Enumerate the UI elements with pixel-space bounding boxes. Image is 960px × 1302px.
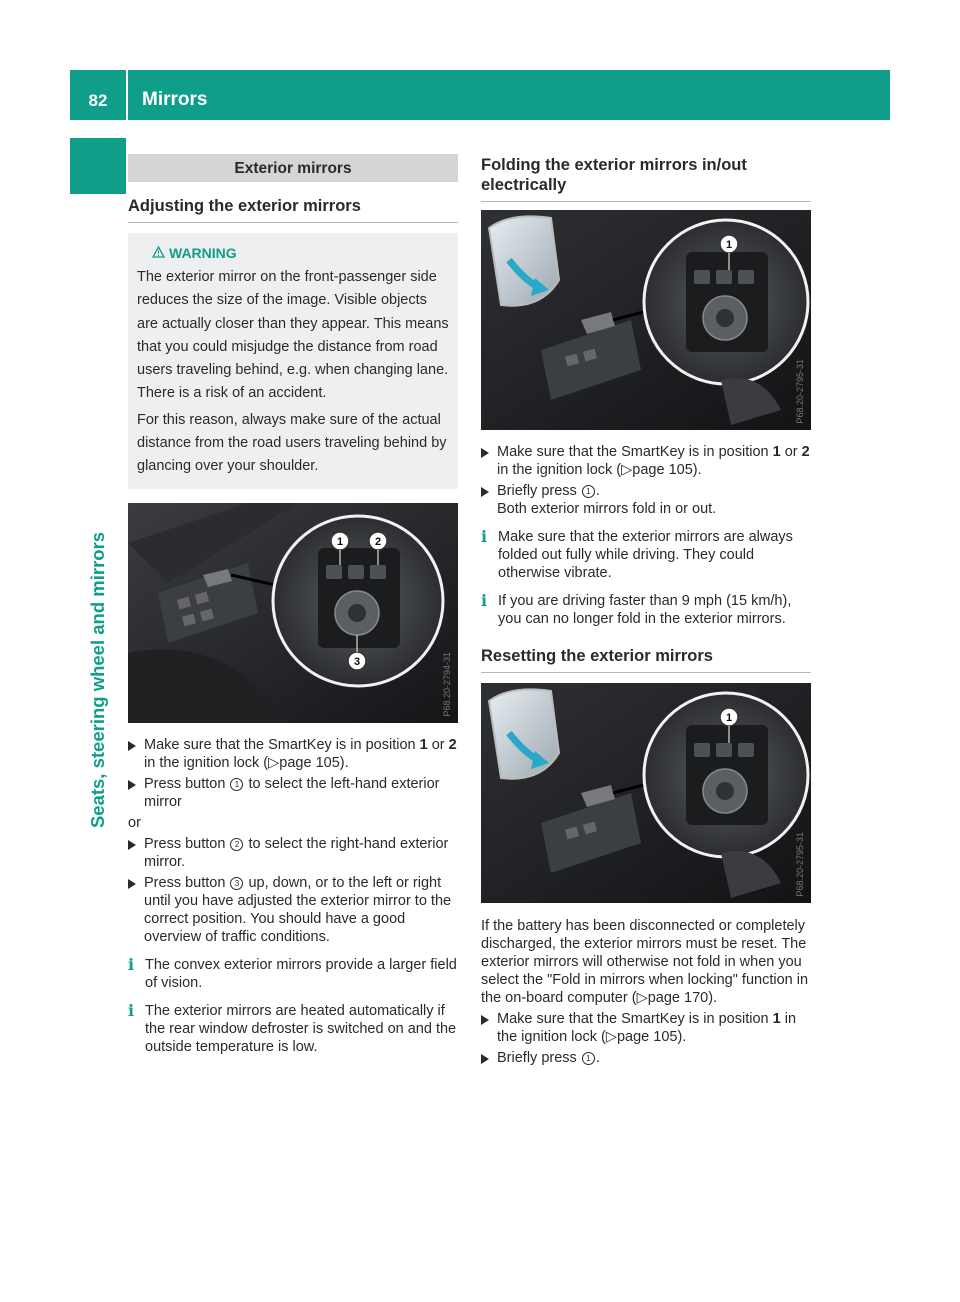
callout-1: 1 (336, 535, 344, 548)
callout-ref-1: 1 (230, 778, 243, 791)
info-icon: i (481, 591, 488, 610)
step-position: Make sure that the SmartKey is in position 1 or 2 in the ignition lock (▷page 105). (481, 443, 811, 479)
step-arrow-icon (481, 1054, 489, 1064)
figure-adjust-mirrors (128, 503, 458, 723)
step-briefly-press: Briefly press 1 . Both exterior mirrors fold in or out. (481, 482, 811, 518)
figure-code: P68.20-2794-31 (442, 652, 452, 717)
right-column (481, 150, 811, 1067)
step-adjust: Press button 3 up, down, or to the left or right until you have adjusted the exterior mirror to the correct position. You should have a good overview of traffic conditions. (128, 874, 458, 946)
step-left-mirror: Press button 1 to select the left-hand exterior mirror (128, 775, 458, 811)
callout-1: 1 (725, 239, 733, 251)
figure-fold-mirrors (481, 210, 811, 430)
info-icon: i (128, 1000, 135, 1020)
warning-text-1: The exterior mirror on the front-passenger side reduces the size of the image. Visible objects are actually closer than they appear. This means that you could misjudge the distance from road users traveling behind, e.g. when changing lane. There is a risk of an accident. (137, 269, 449, 402)
warning-box (128, 233, 458, 489)
warning-text-2: For this reason, always make sure of the actual distance from the road users traveling behind by glancing over your shoulder. (137, 411, 447, 475)
step-arrow-icon (128, 780, 136, 790)
callout-ref-1: 1 (582, 1052, 595, 1065)
step-right-mirror: Press button 2 to select the right-hand exterior mirror. (128, 835, 458, 871)
step-arrow-icon (481, 1015, 489, 1025)
page-header (70, 70, 890, 120)
mirror-fold-illustration (481, 210, 811, 430)
header-divider (126, 70, 128, 120)
heading-folding: Folding the exterior mirrors in/out electrically (481, 150, 811, 202)
step-arrow-icon (481, 487, 489, 497)
step-position-reset: Make sure that the SmartKey is in position 1 in the ignition lock (▷page 105). (481, 1010, 811, 1046)
heading-resetting: Resetting the exterior mirrors (481, 646, 811, 673)
callout-1: 1 (725, 712, 733, 724)
callout-ref-1: 1 (582, 485, 595, 498)
chapter-tab (70, 138, 126, 194)
callout-ref-3: 3 (230, 877, 243, 890)
figure-code: P68.20-2795-31 (795, 359, 805, 424)
figure-reset-mirrors (481, 683, 811, 903)
page-title: Mirrors (142, 89, 208, 110)
info-icon: i (481, 527, 488, 546)
warning-label: WARNING (169, 245, 237, 261)
door-panel-illustration (128, 503, 458, 723)
step-arrow-icon (128, 879, 136, 889)
step-arrow-icon (128, 741, 136, 751)
reset-paragraph: If the battery has been disconnected or completely discharged, the exterior mirrors must be reset. The exterior mirrors will otherwise not fold in when you select the "Fold in mirrors when locking" function in the on-board computer (▷page 170). (481, 918, 809, 1006)
info-icon: i (128, 954, 135, 974)
step-position: Make sure that the SmartKey is in position 1 or 2 in the ignition lock (▷page 105). (128, 736, 458, 772)
section-title: Exterior mirrors (128, 154, 458, 182)
page-ref-arrow-icon: ▷ (636, 990, 648, 1006)
or-text: or (128, 814, 141, 831)
step-arrow-icon (481, 448, 489, 458)
warning-title (137, 243, 450, 263)
info-speed: i If you are driving faster than 9 mph (15 km/h), you can no longer fold in the exterior mirrors. (481, 591, 792, 627)
figure-code: P68.20-2795-31 (795, 832, 805, 897)
mirror-reset-illustration (481, 683, 811, 903)
callout-ref-2: 2 (230, 838, 243, 851)
left-column (128, 150, 458, 1056)
info-convex: i The convex exterior mirrors provide a larger field of vision. (128, 954, 457, 991)
page-ref-arrow-icon: ▷ (605, 1029, 617, 1045)
warning-triangle-icon (152, 243, 165, 263)
info-heated: i The exterior mirrors are heated automatically if the rear window defroster is switched on and the outside temperature is low. (128, 1000, 457, 1055)
step-briefly-press-reset: Briefly press 1 . (481, 1049, 811, 1067)
heading-adjusting: Adjusting the exterior mirrors (128, 196, 458, 223)
callout-2: 2 (374, 535, 382, 548)
callout-3: 3 (353, 655, 361, 668)
page-ref-arrow-icon: ▷ (621, 462, 633, 478)
page-number: 82 (88, 91, 108, 110)
info-fold-out: i Make sure that the exterior mirrors are always folded out fully while driving. They could otherwise vibrate. (481, 527, 793, 581)
chapter-title: Seats, steering wheel and mirrors (87, 531, 108, 829)
page-ref-arrow-icon: ▷ (268, 754, 280, 771)
step-arrow-icon (128, 840, 136, 850)
